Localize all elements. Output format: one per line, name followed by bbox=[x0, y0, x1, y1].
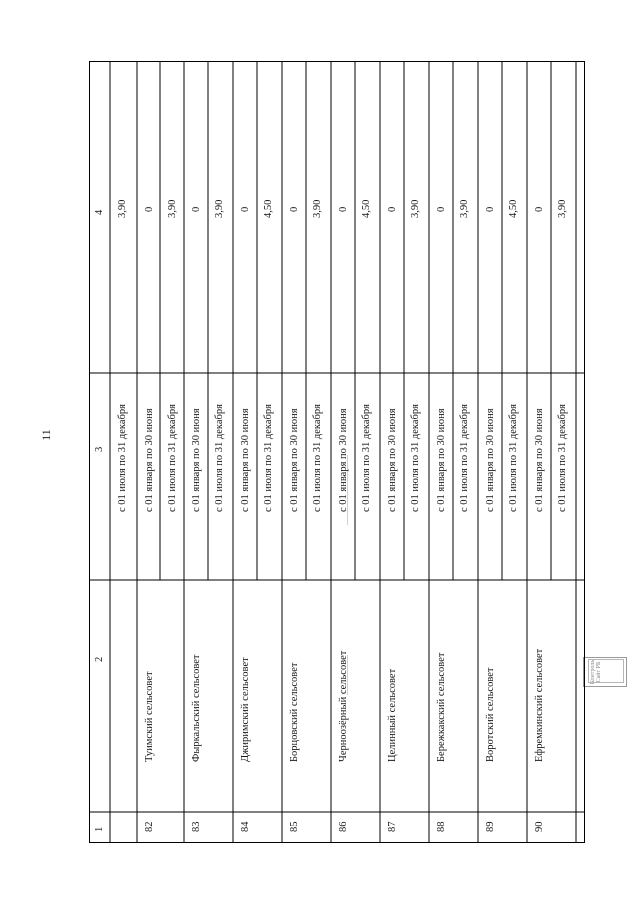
row-period: с 01 января по 30 июня bbox=[387, 408, 398, 512]
row-value: 0 bbox=[191, 206, 202, 212]
row-number: 88 bbox=[436, 821, 447, 832]
row-value: 0 bbox=[534, 206, 545, 212]
row-number: 82 bbox=[144, 821, 155, 832]
row-value: 0 bbox=[387, 206, 398, 212]
row-name: Фыркальский сельсовет bbox=[191, 654, 202, 762]
stamp bbox=[583, 657, 627, 687]
row-value: 4,50 bbox=[263, 199, 274, 218]
column-number-1: 1 bbox=[94, 826, 105, 832]
row-value: 3,90 bbox=[167, 199, 178, 218]
row-period: с 01 июля по 31 декабря bbox=[410, 404, 421, 512]
row-period: с 01 января по 30 июня bbox=[240, 408, 251, 512]
row-name: Борцовский сельсовет bbox=[289, 662, 300, 762]
row-period: с 01 июля по 31 декабря bbox=[361, 404, 372, 512]
row-period: с 01 января по 30 июня bbox=[144, 408, 155, 512]
row-number: 90 bbox=[534, 821, 545, 832]
row-value: 4,50 bbox=[361, 199, 372, 218]
row-period: с 01 января по 30 июня bbox=[485, 408, 496, 512]
row-value: 0 bbox=[436, 206, 447, 212]
top-row-period: с 01 июля по 31 декабря bbox=[117, 404, 128, 512]
row-period: с 01 июля по 31 декабря bbox=[508, 404, 519, 512]
row-value: 0 bbox=[338, 206, 349, 212]
row-period: с 01 января по 30 июня bbox=[436, 408, 447, 512]
row-name: Ефремкинский сельсовет bbox=[534, 648, 545, 762]
row-period: с 01 июля по 31 декабря bbox=[557, 404, 568, 512]
row-number: 84 bbox=[240, 821, 251, 832]
stamp-frame bbox=[588, 659, 624, 683]
column-number-4: 4 bbox=[94, 209, 105, 215]
row-period: с 01 июля по 31 декабря bbox=[167, 404, 178, 512]
row-value: 3,90 bbox=[312, 199, 323, 218]
row-value: 3,90 bbox=[459, 199, 470, 218]
row-value: 3,90 bbox=[214, 199, 225, 218]
stamp-line-1: Контроль bbox=[590, 659, 596, 685]
row-value: 3,90 bbox=[410, 199, 421, 218]
row-value: 0 bbox=[144, 206, 155, 212]
row-name: Воротский сельсовет bbox=[485, 667, 496, 762]
row-period: с 01 января по 30 июня bbox=[338, 408, 349, 512]
row-name: Черноозёрный сельсовет bbox=[338, 650, 349, 762]
row-name: Целинный сельсовет bbox=[387, 668, 398, 762]
page-number: 11 bbox=[39, 429, 53, 441]
row-number: 89 bbox=[485, 821, 496, 832]
row-period: с 01 июля по 31 декабря bbox=[263, 404, 274, 512]
column-number-2: 2 bbox=[94, 656, 105, 662]
row-name: Джиримский сельсовет bbox=[240, 657, 251, 762]
row-period: с 01 июля по 31 декабря bbox=[214, 404, 225, 512]
row-name: Туимский сельсовет bbox=[144, 671, 155, 762]
row-number: 87 bbox=[387, 821, 398, 832]
row-period: с 01 января по 30 июня bbox=[289, 408, 300, 512]
row-number: 85 bbox=[289, 821, 300, 832]
row-value: 0 bbox=[289, 206, 300, 212]
row-number: 83 bbox=[191, 821, 202, 832]
row-value: 3,90 bbox=[557, 199, 568, 218]
row-number: 86 bbox=[338, 821, 349, 832]
row-value: 0 bbox=[240, 206, 251, 212]
row-period: с 01 января по 30 июня bbox=[191, 408, 202, 512]
row-value: 0 bbox=[485, 206, 496, 212]
stamp-line-2: Сайт РБ bbox=[596, 661, 602, 683]
row-period: с 01 января по 30 июня bbox=[534, 408, 545, 512]
row-period: с 01 июля по 31 декабря bbox=[312, 404, 323, 512]
top-row-value: 3,90 bbox=[117, 199, 128, 218]
column-number-3: 3 bbox=[94, 446, 105, 452]
row-name: Бережкакский сельсовет bbox=[436, 652, 447, 762]
row-value: 4,50 bbox=[508, 199, 519, 218]
row-period: с 01 июля по 31 декабря bbox=[459, 404, 470, 512]
